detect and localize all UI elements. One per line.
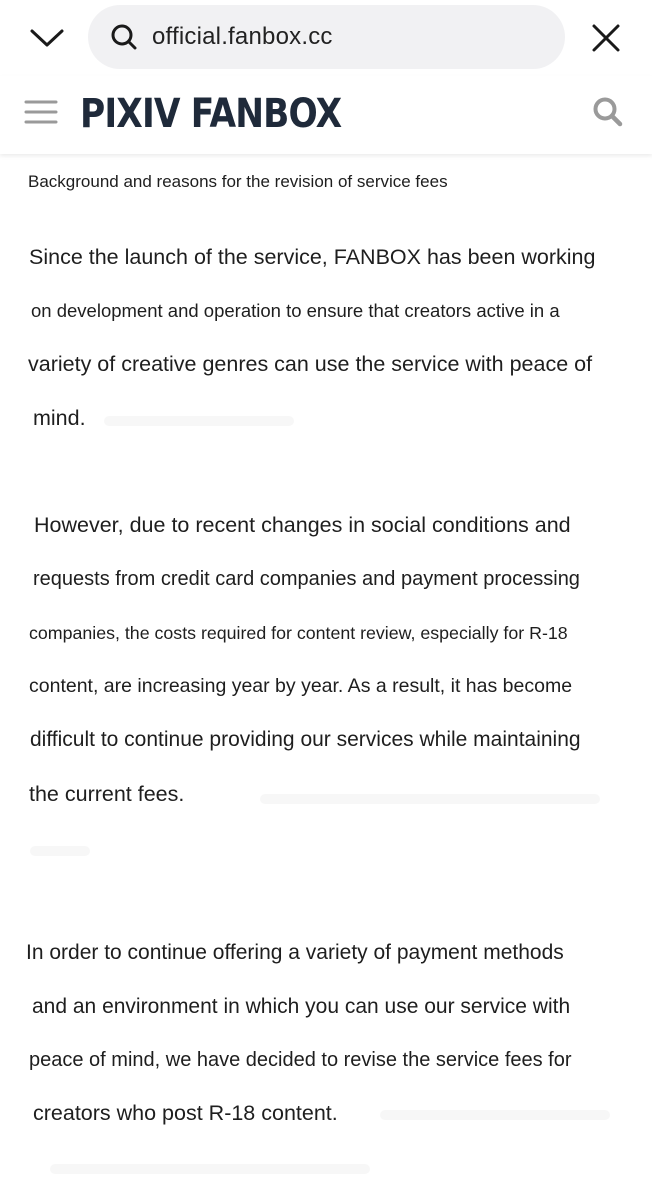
paragraph-line: However, due to recent changes in social conditions and (34, 513, 571, 537)
paragraph-line: creators who post R-18 content. (33, 1101, 338, 1125)
faint-artifact (260, 794, 600, 804)
faint-artifact (104, 416, 294, 426)
paragraph-line: variety of creative genres can use the service with peace of (28, 352, 593, 376)
search-icon[interactable] (592, 96, 624, 128)
faint-artifact (30, 846, 90, 856)
faint-artifact (380, 1110, 610, 1120)
paragraph-line: difficult to continue providing our services while maintaining (30, 728, 581, 751)
site-header (0, 76, 652, 154)
paragraph-line: requests from credit card companies and payment processing (33, 568, 580, 590)
paragraph-line: content, are increasing year by year. As a result, it has become (29, 675, 573, 697)
paragraph-line: companies, the costs required for content review, especially for R-18 (29, 623, 568, 643)
url-field[interactable] (88, 5, 565, 69)
paragraph-line: Since the launch of the service, FANBOX has been working (29, 245, 596, 269)
paragraph-line: and an environment in which you can use our service with (32, 995, 571, 1018)
url-text: official.fanbox.cc (152, 23, 333, 50)
browser-url-bar (0, 0, 652, 76)
paragraph-line: on development and operation to ensure that creators active in a (31, 300, 560, 321)
paragraph-line: In order to continue offering a variety of payment methods (26, 941, 564, 964)
close-icon (591, 23, 621, 53)
close-button[interactable] (588, 20, 624, 56)
faint-artifact (50, 1164, 370, 1174)
paragraph-line: the current fees. (29, 782, 185, 806)
search-icon (110, 23, 138, 51)
site-logo[interactable]: PIXIV FANBOX (80, 91, 342, 137)
paragraph-line: mind. (33, 406, 86, 430)
article-subtitle: Background and reasons for the revision of service fees (28, 172, 448, 191)
hamburger-menu-icon[interactable] (24, 98, 58, 126)
chevron-down-icon (29, 27, 65, 49)
paragraph-line: peace of mind, we have decided to revise the service fees for (29, 1049, 572, 1071)
collapse-button[interactable] (24, 18, 70, 58)
